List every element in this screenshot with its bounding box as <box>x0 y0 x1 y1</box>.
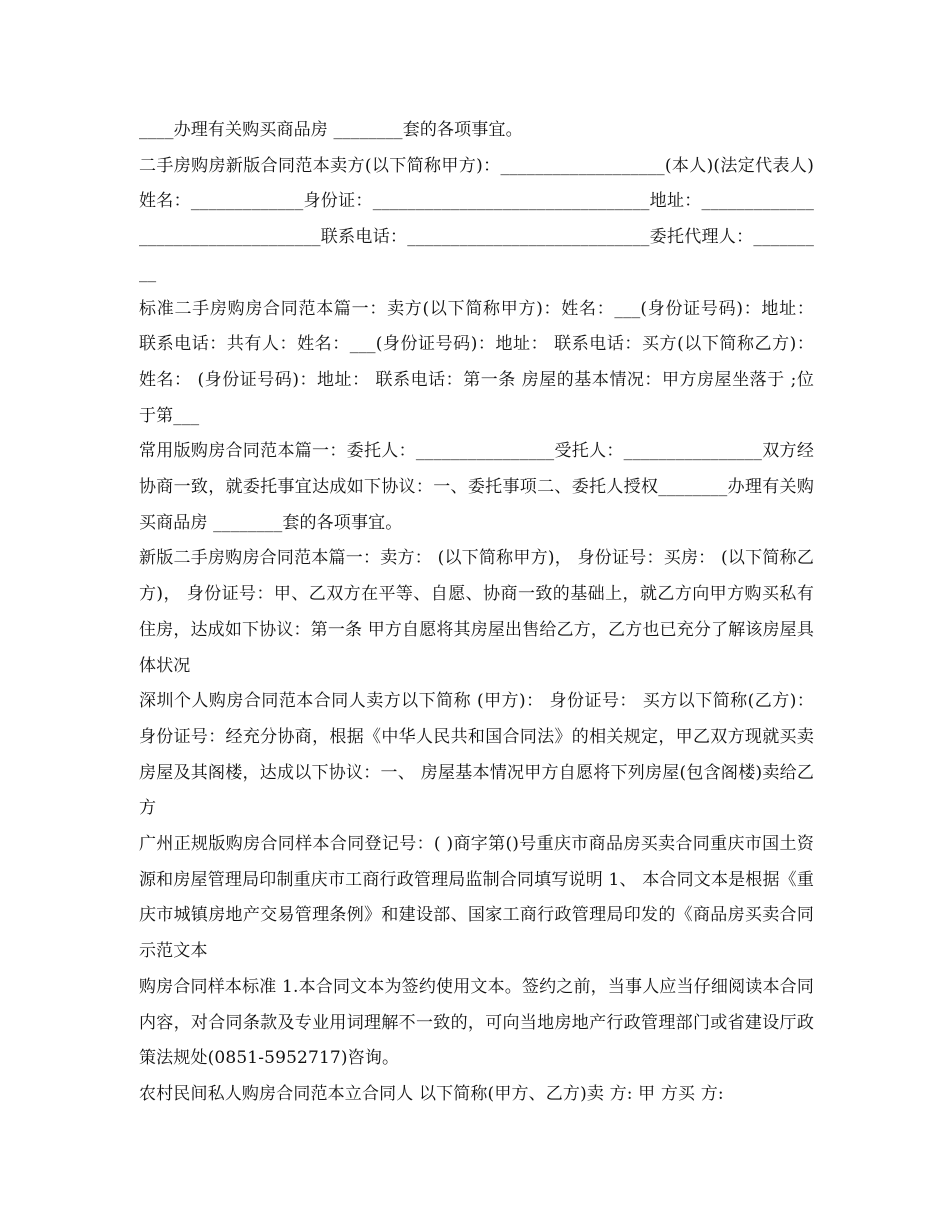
paragraph: ____办理有关购买商品房 ________套的各项事宜。 <box>139 120 523 140</box>
document-body <box>139 113 814 1113</box>
paragraph: 农村民间私人购房合同范本立合同人 以下简称(甲方、乙方)卖 方: 甲 方买 方: <box>139 1083 724 1104</box>
paragraph: 深圳个人购房合同范本合同人卖方以下简称 (甲方)： 身份证号： 买方以下简称(乙方)： 身份证号：经充分协商，根据《中华人民共和国合同法》的相关规定，甲乙双方现就买卖房屋及其阁楼，达成以下协议：一、 房屋基本情况甲方自愿将下列房屋(包含阁楼)卖给乙方 <box>139 691 814 819</box>
paragraph: 广州正规版购房合同样本合同登记号：( )商字第()号重庆市商品房买卖合同重庆市国土资源和房屋管理局印制重庆市工商行政管理局监制合同填写说明 1、 本合同文本是根据《重庆市城镇房地产交易管理条例》和建设部、国家工商行政管理局印发的《商品房买卖合同示范文本 <box>139 834 814 962</box>
paragraph: 标准二手房购房合同范本篇一：卖方(以下简称甲方)：姓名：___(身份证号码)：地址： 联系电话：共有人：姓名：___(身份证号码)：地址： 联系电话：买方(以下简称乙方)：姓名： (身份证号码)：地址： 联系电话：第一条 房屋的基本情况：甲方房屋坐落于 ;位于第___ <box>139 298 814 426</box>
paragraph: 新版二手房购房合同范本篇一：卖方： (以下简称甲方)， 身份证号：买房： (以下简称乙方)， 身份证号：甲、乙双方在平等、自愿、协商一致的基础上，就乙方向甲方购买私有住房，达成如下协议：第一条 甲方自愿将其房屋出售给乙方，乙方也已充分了解该房屋具体状况 <box>139 548 814 676</box>
paragraph: 二手房购房新版合同范本卖方(以下简称甲方)：___________________(本人)(法定代表人)姓名：_____________身份证：________________________________地址：__________________________________联系电话：____________________________委托代理人：_________ <box>139 155 814 283</box>
paragraph: 常用版购房合同范本篇一：委托人：________________受托人：________________双方经协商一致，就委托事宜达成如下协议：一、委托事项二、委托人授权________办理有关购买商品房 ________套的各项事宜。 <box>139 441 814 533</box>
paragraph: 购房合同样本标准 1.本合同文本为签约使用文本。签约之前，当事人应当仔细阅读本合同内容，对合同条款及专业用词理解不一致的，可向当地房地产行政管理部门或省建设厅政策法规处(0851-5952717)咨询。 <box>139 976 814 1069</box>
